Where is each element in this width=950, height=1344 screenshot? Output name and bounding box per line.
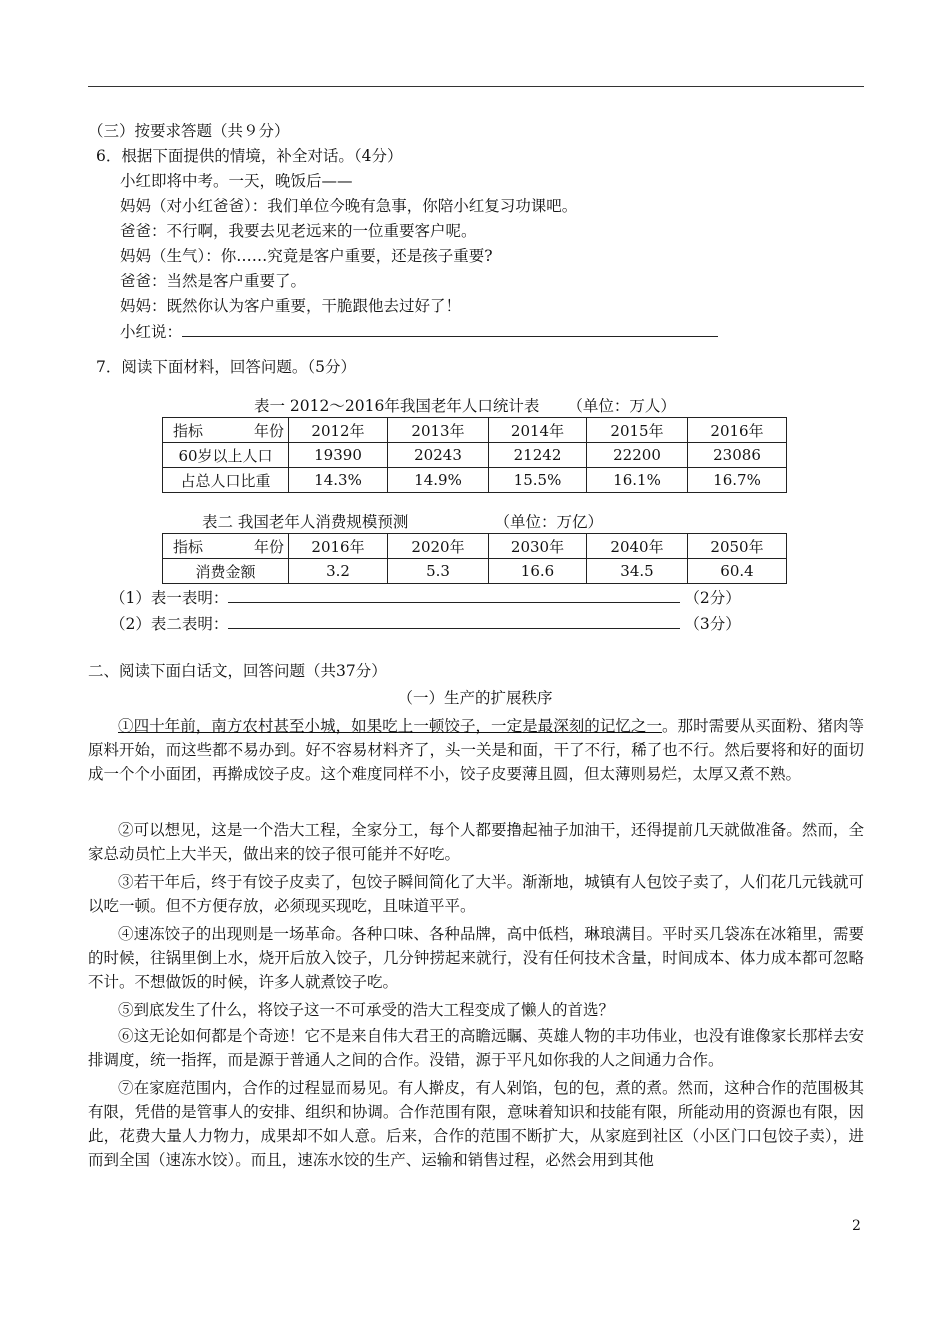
section-three-heading: （三）按要求答题（共９分）	[88, 122, 290, 140]
table-cell: 21242	[489, 443, 587, 468]
row-label: 消费金额	[163, 559, 289, 584]
table1-caption	[254, 394, 676, 416]
year-cell: 2014年	[489, 418, 587, 443]
table-cell: 22200	[587, 443, 688, 468]
dialogue-line: 爸爸：不行啊，我要去见老远来的一位重要客户呢。	[120, 222, 477, 240]
year-cell: 2015年	[587, 418, 688, 443]
paragraph-1	[88, 714, 864, 786]
table-cell: 14.9%	[388, 468, 489, 493]
article-title: （一）生产的扩展秩序	[397, 689, 553, 707]
paragraph-4: ④速冻饺子的出现则是一场革命。各种口味、各种品牌，高中低档，琳琅满目。平时买几袋冻在冰箱里，需要的时候，往锅里倒上水，烧开后放入饺子，几分钟捞起来就行，没有任何技术含量，时间成本、体力成本都可忽略不计。不想做饭的时候，许多人就煮饺子吃。	[88, 925, 864, 991]
year-cell: 2050年	[688, 534, 787, 559]
paragraph-5: ⑤到底发生了什么，将饺子这一不可承受的浩大工程变成了懒人的首选？	[118, 1001, 615, 1019]
table-cell: 34.5	[587, 559, 688, 584]
year-cell: 2016年	[289, 534, 388, 559]
subquestion-1-points: （2分）	[684, 589, 741, 607]
year-cell: 2016年	[688, 418, 787, 443]
table-cell: 15.5%	[489, 468, 587, 493]
table-cell: 16.1%	[587, 468, 688, 493]
corner-cell: 指标 年份	[163, 418, 289, 443]
table-row	[163, 443, 787, 468]
section-two-heading: 二、阅读下面白话文，回答问题（共37分）	[88, 662, 387, 680]
elderly-population-table	[162, 417, 787, 493]
corner-cell: 指标 年份	[163, 534, 289, 559]
table-header-row	[163, 418, 787, 443]
dialogue-line: 妈妈（生气）：你……究竟是客户重要，还是孩子重要?	[120, 247, 493, 265]
paragraph-1-rest: 。那时需要从买面粉、猪肉等原料开始，而这些都不易办到。好不容易材料齐了，头一关是和面，干了不行，稀了也不行。然后要将和好的面切成一个个小面团，再擀成饺子皮。这个难度同样不小，饺子皮要薄且圆，但太薄则易烂，太厚又煮不熟。	[88, 717, 864, 783]
answer-blank[interactable]	[182, 320, 718, 337]
year-cell: 2020年	[388, 534, 489, 559]
dialogue-line: 小红即将中考。一天，晚饭后——	[120, 172, 353, 190]
year-cell: 2012年	[289, 418, 388, 443]
paragraph-7: ⑦在家庭范围内，合作的过程显而易见。有人擀皮，有人剁馅，包的包，煮的煮。然而，这种合作的范围极其有限，凭借的是管事人的安排、组织和协调。合作范围有限，意味着知识和技能有限，所能动用的资源也有限，因此，花费大量人力物力，成果却不如人意。后来，合作的范围不断扩大，从家庭到社区（小区门口包饺子卖），进而到全国（速冻水饺）。而且，速冻水饺的生产、运输和销售过程，必然会用到其他	[88, 1079, 864, 1169]
table-cell: 5.3	[388, 559, 489, 584]
table2-unit: （单位：万亿）	[494, 513, 603, 531]
year-cell: 2013年	[388, 418, 489, 443]
subquestion-2-blank[interactable]	[228, 612, 680, 629]
table-cell: 3.2	[289, 559, 388, 584]
subquestion-2-label: （2）表二表明：	[110, 615, 229, 633]
table-cell: 16.6	[489, 559, 587, 584]
underlined-sentence: ①四十年前，南方农村甚至小城，如果吃上一顿饺子，一定是最深刻的记忆之一	[118, 717, 662, 735]
table-cell: 16.7%	[688, 468, 787, 493]
row-label: 60岁以上人口	[163, 443, 289, 468]
paragraph-2: ②可以想见，这是一个浩大工程，全家分工，每个人都要撸起袖子加油干，还得提前几天就做准备。然而，全家总动员忙上大半天，做出来的饺子很可能并不好吃。	[88, 821, 864, 863]
table2-title: 表二 我国老年人消费规模预测	[202, 513, 409, 531]
table-cell: 19390	[289, 443, 388, 468]
table-cell: 14.3%	[289, 468, 388, 493]
dialogue-line: 妈妈：既然你认为客户重要，干脆跟他去过好了！	[120, 297, 462, 315]
subquestion-1-row	[110, 586, 741, 609]
elderly-consumption-table	[162, 533, 787, 584]
year-cell: 2040年	[587, 534, 688, 559]
answer-label: 小红说：	[120, 323, 183, 341]
table-cell: 60.4	[688, 559, 787, 584]
dialogue-line: 爸爸：当然是客户重要了。	[120, 272, 307, 290]
header-rule	[88, 86, 864, 87]
table-row	[163, 468, 787, 493]
dialogue-line: 妈妈（对小红爸爸）：我们单位今晚有急事，你陪小红复习功课吧。	[120, 197, 578, 215]
subquestion-2-points: （3分）	[684, 615, 741, 633]
year-cell: 2030年	[489, 534, 587, 559]
table-header-row	[163, 534, 787, 559]
table1-unit: （单位：万人）	[567, 397, 676, 415]
paragraph-3: ③若干年后，终于有饺子皮卖了，包饺子瞬间简化了大半。渐渐地，城镇有人包饺子卖了，人们花几元钱就可以吃一顿。但不方便存放，必须现买现吃，且味道平平。	[88, 873, 864, 915]
paragraph-6: ⑥这无论如何都是个奇迹！它不是来自伟大君王的高瞻远瞩、英雄人物的丰功伟业，也没有谁像家长那样去安排调度，统一指挥，而是源于普通人之间的合作。没错，源于平凡如你我的人之间通力合作。	[88, 1027, 864, 1069]
subquestion-1-blank[interactable]	[228, 586, 680, 603]
xiaohong-answer-row	[120, 320, 718, 343]
row-label: 占总人口比重	[163, 468, 289, 493]
question-6-title: 6．根据下面提供的情境，补全对话。（4分）	[96, 147, 403, 165]
question-7-title: 7．阅读下面材料，回答问题。（5分）	[96, 358, 356, 376]
subquestion-1-label: （1）表一表明：	[110, 589, 229, 607]
table-row	[163, 559, 787, 584]
table-cell: 20243	[388, 443, 489, 468]
subquestion-2-row	[110, 612, 741, 635]
page-number: 2	[852, 1218, 861, 1234]
table1-title: 表一 2012～2016年我国老年人口统计表	[254, 397, 540, 415]
table2-caption	[202, 510, 603, 532]
table-cell: 23086	[688, 443, 787, 468]
